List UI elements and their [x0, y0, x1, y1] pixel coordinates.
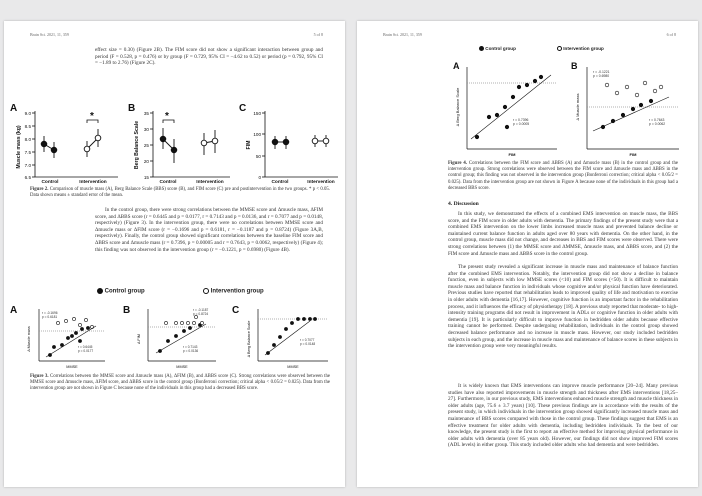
fig2-a-xlabel-control: Control — [41, 180, 59, 185]
fig4-a-points — [475, 75, 543, 139]
fig2-b-control-series — [160, 128, 177, 163]
fig2-a-control-series — [41, 136, 57, 158]
fig2-a-tick: 6.5 — [24, 175, 31, 180]
fig2-c-intervention-series — [312, 135, 329, 147]
fig4-legend-control-label: Control group — [485, 46, 516, 51]
fig2-panel-a-label: A — [10, 103, 18, 114]
fig4-b-stats-int: r = -0.1221 p = 0.6980 — [593, 70, 610, 78]
fig2-b-xlabel-control: Control — [159, 180, 177, 185]
filled-circle-icon — [479, 46, 484, 51]
paragraph-discussion-2: The present study revealed a significant increase in muscle mass and maintenance of balance function after the combined EMS intervention. Notably, the intervention group did not show a decline in balance function, even in subjects with low MMSE scores (<10) and FIM scores (<50). It is difficult to maintain muscle mass and balance function in individuals whose cognitive and/or physical function have deteriorated. Previous studies have reported that rehabilitation leads to improved quality of life and motivation to exercise in older adults with dementia [16,17]. However, cognitive function is an important factor in the rehabilitation process, and it influences the efficacy of physiotherapy [18]. A previous study reported that moderate- to high-intensity training programs did not result in improvement in ADLs or cognitive function in older adults with dementia [19]. It is particularly difficult to improve function in bedridden older adults because effective training cannot be performed. Despite undergoing rehabilitation, individuals in the control group showed decreased balance performance and no increase in muscle mass. However, our study included bedridden subjects in each group, and the increase in muscle mass and maintenance of balance scores in these subjects in the intervention group were very meaningful results. — [448, 264, 678, 350]
fig4-a-stats: r = 0.7396 p = 0.0005 — [513, 118, 530, 126]
fig4-b-stats-ctrl: r = 0.7643 p = 0.0062 — [649, 118, 666, 126]
fig2-c-tick: 50 — [255, 154, 261, 159]
fig2-b-intervention-series — [201, 130, 218, 155]
fig3-b-stats-ctrl: r = 0.7143 p = 0.0136 — [183, 345, 199, 353]
fig3-legend-intervention-label: Intervention group — [210, 288, 264, 295]
fig4-legend-intervention — [557, 46, 604, 51]
fig3-panel-b-label: B — [123, 305, 131, 316]
figure-3-caption-label: Figure 3. — [30, 374, 49, 379]
fig2-a-tick: 7.5 — [24, 150, 31, 155]
figure-2-caption-label: Figure 2. — [30, 187, 49, 192]
figure-4-caption — [448, 161, 678, 192]
figure-2-caption-text: Comparison of muscle mass (A), Berg Balance Scale (BBS) score (B), and FIM score (C) pre and postintervention in the two groups. * p < 0.05. Data shown means ± standard error of the mean. — [30, 187, 330, 199]
figure-2-chart — [10, 83, 340, 185]
figure-3-caption-text: Correlations between the MMSE score and Δmuscle mass (A), ΔFIM (B), and ΔBBS score (C). Strong correlations were observed between the MMSE score and Δmuscle mass, ΔFIM score, and ΔBBS score in the control group (Bonferroni correction; critical alpha < 0.05/2 = 0.025). Data from the intervention group are not shown in Figure C because none of the individuals in this group had a decreased BBS score. — [30, 374, 330, 392]
fig3-b-ylabel: Δ FIM — [137, 334, 141, 344]
section-title-discussion: 4. Discussion — [448, 201, 479, 207]
fig2-c-control-series — [272, 136, 289, 149]
fig4-panel-b-label: B — [571, 61, 578, 71]
filled-circle-icon — [97, 288, 103, 294]
fig2-c-xlabel-control: Control — [271, 180, 289, 185]
fig2-c-ylabel: FIM — [246, 140, 252, 150]
fig3-a-ylabel: Δ Muscle mass — [27, 326, 31, 352]
open-circle-icon — [557, 46, 562, 51]
fig4-b-xlabel: FIM — [629, 152, 637, 157]
right-page-header-journal: Brain Sci. 2021, 11, 359 — [383, 32, 422, 37]
fig2-c-tick: 100 — [253, 132, 261, 137]
right-page-header-pagenum: 6 of 8 — [666, 32, 676, 37]
paragraph-fig2-results: effect size = 0.30) (Figure 2B). The FIM score did not show a significant interaction between group and period (F = 0.528, p = 0.476) or by group (F = 0.729, 95% CI = −4.62 to 0.52) or period (p = 0.792, 95% CI = −1.89 to 2.76) (Figure 2C). — [95, 47, 323, 67]
fig3-panel-c-label: C — [232, 305, 240, 316]
fig2-b-ylabel: Berg Balance Scale — [134, 120, 140, 170]
left-page-header-journal: Brain Sci. 2021, 11, 359 — [30, 32, 69, 37]
fig2-c-tick: 150 — [253, 111, 261, 116]
fig3-b-stats-int: r = -0.1187 p = 0.8724 — [193, 308, 209, 316]
open-circle-icon — [203, 288, 209, 294]
fig2-c-tick: 0 — [258, 175, 261, 180]
fig2-a-ylabel: Muscle mass (kg) — [16, 125, 22, 169]
fig4-legend-intervention-label: Intervention group — [563, 46, 604, 51]
fig2-panel-c-label: C — [239, 103, 247, 114]
fig3-b-xlabel: MMSE — [176, 365, 188, 369]
fig2-c-xlabel-intervention: Intervention — [307, 180, 335, 185]
fig3-c-xlabel: MMSE — [287, 365, 299, 369]
fig2-panel-b-label: B — [128, 103, 136, 114]
figure-4-chart — [447, 57, 687, 157]
fig2-b-star: * — [165, 111, 169, 122]
fig3-legend-intervention — [203, 288, 264, 295]
right-page — [357, 21, 698, 487]
fig3-legend-control-label: Control group — [104, 288, 145, 295]
fig2-b-tick: 35 — [143, 111, 149, 116]
fig3-c-stats-ctrl: r = 0.7077 p = 0.0148 — [300, 338, 316, 346]
fig2-a-star: * — [90, 111, 94, 122]
figure-2-caption — [30, 187, 330, 199]
fig3-a-stats-int: r = -0.1696 p = 0.6181 — [42, 311, 58, 319]
left-page — [4, 21, 345, 487]
fig3-a-stats-ctrl: r = 0.6445 p = 0.0177 — [78, 345, 94, 353]
fig3-c-ylabel: Δ Berg Balance Scale — [247, 320, 251, 358]
fig2-b-tick: 20 — [143, 159, 149, 164]
fig4-panel-a-label: A — [453, 61, 460, 71]
paragraph-discussion-3: It is widely known that EMS interventions can improve muscle performance [20–24]. Many previous studies have also reported improvements in muscle strength and thickness after EMS interventions [18,25–27]. Furthermore, in our previous study, EMS interventions enhanced muscle strength and muscle thickness in older adults (age, 75.6 ± 3.7 years) [10]. These previous findings are in accordance with the results of the present study, in which individuals in the intervention group showed significantly increased muscle mass and maintenance of BBS scores compared with those in the control group. These findings suggest that EMS is an effective treatment for older adults with dementia, including bedridden individuals. To the best of our knowledge, the present study is the first to report an effective method for improving physical performance in older adults with dementia (over 85 years old). However, our findings did not show improved FIM scores (ADL levels) in either group. This study included older adults who had dementia and were bedridden. — [448, 383, 678, 449]
figure-4-caption-text: Correlations between the FIM score and ΔBBS (A) and Δmuscle mass (B) in the control group and the intervention group. Strong correlations were observed between the FIM score and Δmuscle mass and ΔBBS in the control group; this finding was not observed in the intervention group (Bonferroni correction; critical alpha < 0.05/2 = 0.025). Data from the intervention group are not shown in Figure A because none of the individuals in this group had a decreased BBS score. — [448, 161, 678, 191]
figure-3-chart — [10, 301, 340, 371]
fig4-a-xlabel: FIM — [508, 152, 516, 157]
fig2-a-xlabel-intervention: Intervention — [79, 180, 107, 185]
figure-3-caption — [30, 374, 330, 393]
left-page-header-pagenum: 5 of 8 — [313, 32, 323, 37]
fig2-a-tick: 9.0 — [24, 111, 31, 116]
fig2-a-tick: 8.5 — [24, 124, 31, 129]
fig2-a-intervention-series — [84, 129, 101, 157]
paragraph-discussion-1: In this study, we demonstrated the effects of a combined EMS intervention on muscle mass, the BBS score, and the FIM score in older adults with dementia. The primary findings of the present study were that a combined EMS intervention on the lower limbs increased muscle mass and prevented balance decline or maintained current balance function in adults aged over 80 years with dementia. On the other hand, in the control group, muscle mass did not change, and decreases in BBS and FIM scores were observed. There were strong correlations between (1) the MMSE score and ΔMMSE, Δmuscle mass, and ΔBBS score, and (2) the FIM score and Δmuscle mass and ΔBBS score in the control group. — [448, 211, 678, 257]
fig2-a-tick: 7.0 — [24, 163, 31, 168]
fig4-a-ylabel: Δ Berg Balance Scale — [455, 87, 460, 127]
fig2-b-xlabel-intervention: Intervention — [196, 180, 224, 185]
fig3-c-points — [266, 317, 316, 354]
fig3-panel-a-label: A — [10, 305, 18, 316]
fig2-b-tick: 30 — [143, 127, 149, 132]
fig2-b-tick: 25 — [143, 143, 149, 148]
fig3-a-xlabel: MMSE — [66, 365, 78, 369]
fig4-legend-control — [479, 46, 516, 51]
figure-4-caption-label: Figure 4. — [448, 161, 468, 166]
fig2-a-tick: 8.0 — [24, 137, 31, 142]
fig3-legend-control — [97, 288, 145, 295]
fig4-b-ylabel: Δ Muscle mass — [575, 93, 580, 121]
paragraph-correlations: In the control group, there were strong correlations between the MMSE score and Δmuscle mass, ΔFIM score, and ΔBBS score (r = 0.6445 and p = 0.0177, r = 0.7143 and p = 0.0136, and r = 0.7077 and p = 0.0148, respectively) (Figure 3). In the intervention group, there were no correlations between MMSE score and Δmuscle mass or ΔFIM score (r = −0.1696 and p = 0.6181, r = −0.1187 and p = 0.8724) (Figure 3A,B, respectively). Finally, the control group showed significant correlations between the baseline FIM score and ΔBBS score and Δmuscle mass (r = 0.7396, p = 0.00005 and r = 0.7643, p = 0.0062, respectively) (Figure 4); this finding was not observed in the intervention group (r = −0.1221, p = 0.6980) (Figure 4B). — [95, 207, 323, 253]
fig2-b-tick: 15 — [143, 175, 149, 180]
